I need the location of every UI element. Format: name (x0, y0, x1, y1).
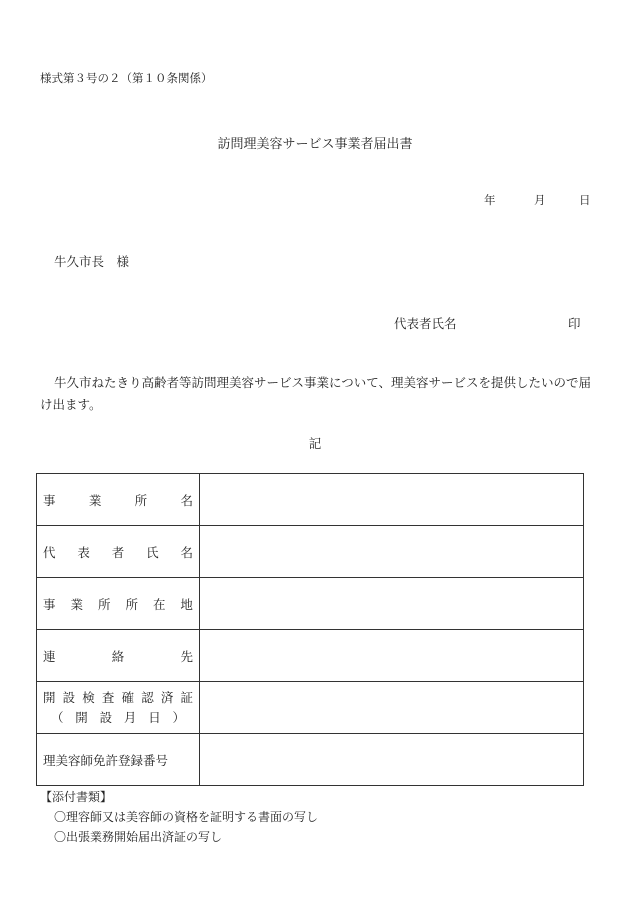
license-number-field[interactable] (200, 734, 584, 786)
office-address-label: 事 業 所 所 在 地 (37, 578, 200, 630)
representative-name-row-label: 代 表 者 氏 名 (37, 526, 200, 578)
table-row (37, 578, 584, 630)
office-address-field[interactable] (200, 578, 584, 630)
attachments-heading: 【添付書類】 (40, 790, 113, 804)
table-row (37, 526, 584, 578)
representative-name-label: 代表者氏名 (394, 316, 457, 331)
opening-inspection-field[interactable] (200, 682, 584, 734)
table-row (37, 474, 584, 526)
contact-field[interactable] (200, 630, 584, 682)
seal-mark: 印 (568, 316, 581, 331)
office-name-label: 事 業 所 名 (37, 474, 200, 526)
table-row (37, 682, 584, 734)
document-title: 訪問理美容サービス事業者届出書 (217, 137, 413, 152)
form-number: 様式第３号の２（第１０条関係） (40, 71, 213, 85)
representative-name-field[interactable] (200, 526, 584, 578)
table-row (37, 734, 584, 786)
body-paragraph: 牛久市ねたきり高齢者等訪問理美容サービス事業について、理美容サービスを提供したいので届け出ます。 (40, 375, 592, 412)
info-table (36, 473, 584, 786)
attachment-item: 〇出張業務開始届出済証の写し (54, 830, 223, 844)
table-row (37, 630, 584, 682)
date-month-label: 月 (534, 193, 546, 207)
addressee: 牛久市長 様 (54, 254, 130, 269)
opening-inspection-label: 開 設 検 査 確 認 済 証 （ 開 設 月 日 ） (37, 682, 200, 734)
contact-label: 連 絡 先 (37, 630, 200, 682)
license-number-label: 理美容師免許登録番号 (37, 734, 200, 786)
attachment-item: 〇理容師又は美容師の資格を証明する書面の写し (54, 810, 319, 824)
office-name-field[interactable] (200, 474, 584, 526)
date-year-label: 年 (484, 193, 496, 207)
ki-heading: 記 (308, 436, 322, 451)
date-day-label: 日 (579, 193, 591, 207)
